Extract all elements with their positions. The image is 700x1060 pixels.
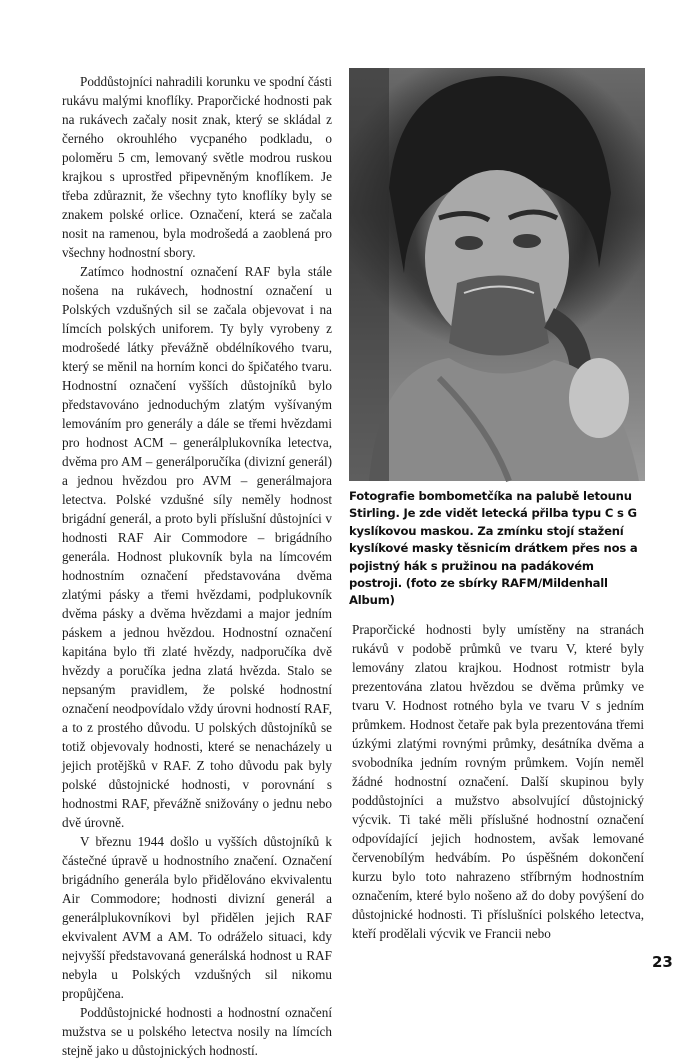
paragraph-praporcicke-hodnosti: Praporčické hodnosti byly umístěny na stranách rukávů v podobě průmků ve tvaru V, které byly lemovány zlatou krajkou. Hodnost rotmistr byla prezentována zlatou hvězdou se dvěma průmky ve tvaru V. Hodnost rotného byla ve tvaru V s jedním průmkem. Hodnost četaře pak byla prezentována třemi úzkými zlatými rovnými průmky, desátníka dvěma a svobodníka jedním rovným průmkem. Vojín neměl žádné hodnostní označení. Další skupinou byly poddůstojníci a mužstvo absolvující důstojnický výcvik. Ti také měli příslušné hodnostní označení odpovídající jejich hodnostem, avšak lemované červenobílým hedvábím. Po úspěšném dokončení kurzu bylo toto nahrazeno stříbrným hodnostním označením, které bylo nošeno až do doby povýšení do důstojnické hodnosti. Ti příslušníci polského letectva, kteří prodělali výcvik ve Francii nebo bbox=[352, 622, 644, 941]
paragraph-poddustojnicke-hodnosti: Poddůstojnické hodnosti a hodnostní označení mužstva se u polského letectva nosily na límcích stejně jako u důstojnických hodností. bbox=[62, 1005, 332, 1058]
photo-caption: Fotografie bombometčíka na palubě letounu Stirling. Je zde vidět letecká přilba typu C s G kyslíkovou maskou. Za zmínku stojí stažení kyslíkové masky těsnicím drátkem přes nos a pojistný hák s pružinou na padákovém postroji. (foto ze sbírky RAFM/Mildenhall Album) bbox=[349, 489, 638, 608]
paragraph-limcove-oznaceni: Zatímco hodnostní označení RAF byla stále nošena na rukávech, hodnostní označení u Polských vzdušných sil se začala objevovat i na límcích polských uniforem. Ty byly vyrobeny z modrošedé látky převážně obdélníkového tvaru, který se měnil na horním konci do špičatého tvaru. Hodnostní označení vyšších důstojníků bylo představováno jednoduchým zlatým vyšívaným lemováním pro generály a dále se třemi hvězdami pro hodnost ACM – generálplukovníka letectva, dvěma pro AM – generálporučíka (divizní generál) a jednou hvězdou pro AVM – generálmajora letectva. Polské vzdušné síly neměly hodnost brigádní generál, a proto byli příslušní důstojníci v hodnosti RAF Air Commodore – brigádního generála. Hodnost plukovník byla na límcovém hodnostním označení představována dvěma zlatými pásky a třemi hvězdami, podplukovník dvěma pásky a dvěma hvězdami a major jedním páskem a jednou hvězdou. Hodnostní označení kapitána bylo tři zlaté hvězdy, nadporučíka dvě hvězdy a poručíka jedna zlatá hvězda. Stalo se nepsaným pravidlem, že polské hodnostní označení neodpovídalo vždy úrovni hodností RAF, a to z prostého důvodu. U polských důstojníků se totiž objevovaly hodnosti, které se nenacházely u jejich protějšků v RAF. Z toho důvodu pak byly polské důstojnické hodnosti, v porovnání s hodnostmi RAF, převážně snižovány o jednu nebo dvě úrovně. bbox=[62, 264, 332, 830]
photo-illustration bbox=[349, 68, 645, 481]
paragraph-knoflíky: Poddůstojníci nahradili korunku ve spodní části rukávu malými knoflíky. Praporčické hodnosti pak na rukávech začaly nosit znak, který se skládal z černého okrouhlého vycpaného podkladu, o poloměru 5 cm, lemovaný světle modrou ruskou krajkou s uprostřed připevněným knoflíkem. Je třeba zdůraznit, že všechny tyto knoflíky byly se znakem polské orlice. Označení, která se začala nosit na ramenou, byla modrošedá a zaoblená pro všechny hodnostní sbory. bbox=[62, 74, 332, 260]
page-number: 23 bbox=[652, 953, 673, 971]
bombardier-photo bbox=[349, 68, 645, 481]
left-text-column bbox=[62, 72, 332, 1060]
right-text-column bbox=[352, 620, 644, 943]
paragraph-brezen-1944: V březnu 1944 došlo u vyšších důstojníků k částečné úpravě u hodnostního značení. Označení brigádního generála bylo přidělováno ekvivalentu Air Commodore; hodnosti divizní generál a generálplukovníkovi byl přidělen jejich RAF ekvivalent AVM a AM. To odráželo situaci, kdy nejvyšší představovaná generálská hodnost u RAF nebyla u Polských vzdušných sil nikomu propůjčena. bbox=[62, 834, 332, 1001]
